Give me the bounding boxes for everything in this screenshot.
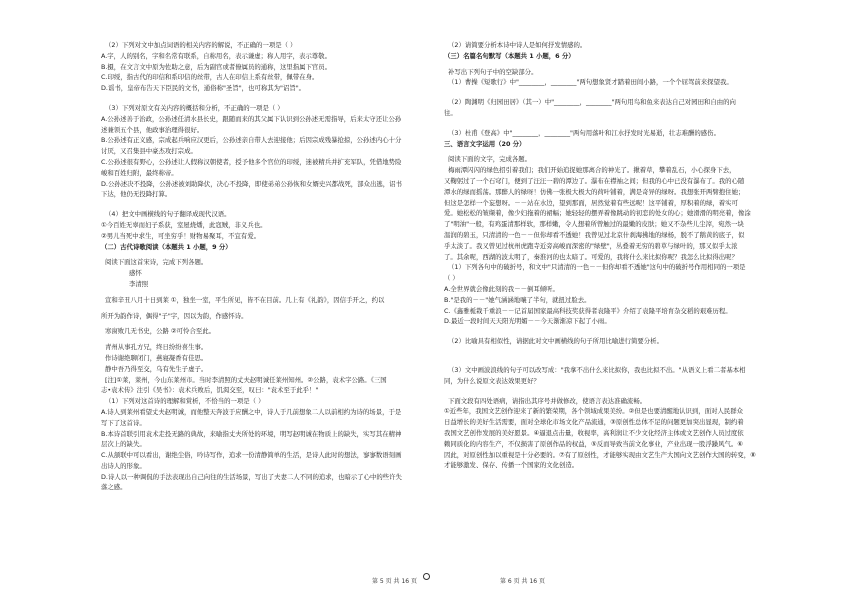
- right-spacer: [444, 347, 774, 356]
- left-text-line: （1）下列对这首诗的理解和赏析，不恰当的一项是（ ）: [105, 397, 265, 406]
- left-text-line: （3）下列对原文有关内容的概括和分析，不正确的一项是（ ）: [105, 103, 284, 112]
- left-text-line: 峻和百姓归附，最终称帝。: [101, 168, 178, 177]
- right-text-line: 同，为什么说原文表达效果更好？: [444, 376, 540, 385]
- left-text-line: 所开为韵作诗，偶得"子"字，因以为韵，作感怀诗。: [101, 311, 248, 320]
- left-text-line: 写下了这首诗。: [101, 418, 146, 427]
- right-text-line: 梅雨潭闪闪的绿色招引着我们；我们开始追捉她那离合的神光了。揪着草，攀着乱石，小心探身下去，: [448, 166, 736, 175]
- right-text-line: （2）比喻具有相似性，请据此对文中画横线的句子所用比喻进行简要分析。: [448, 337, 663, 346]
- left-text-line: 述兼领五个县，他政事治理得很好。: [101, 125, 204, 134]
- left-text-line: 下达，他仍无投降打算。: [101, 190, 172, 199]
- right-text-line: 了"明油"一般，有鸡蛋清那样软，那样嫩，令人想着所曾触过的最嫩的皮肤；她又不杂些儿尘滓，宛然一块: [444, 220, 744, 229]
- page-6: [430, 0, 860, 608]
- left-text-line: 出诗人的形象。: [101, 461, 146, 470]
- left-text-line: 李清照: [129, 279, 149, 288]
- page-number-left: 第 5 页 共 16 页: [372, 578, 417, 585]
- left-text-line: 静中吾乃得至交，乌有先生子虚子。: [105, 364, 208, 373]
- right-text-line: A.全世界就会像此刻的我－－倒耳倾听。: [444, 284, 559, 293]
- right-text-line: B."是我的－－"她气涵涵地嚷了半句，就扭过脸去。: [444, 295, 591, 304]
- left-text-line: B.公孙述有正义感，宗成起兵响应汉更后，公孙述亲自带人去迎接他；后因宗成残暴抢掠，公孙述内心十分: [101, 136, 402, 145]
- right-text-line: （1）下列各句中的破折号，和文中"只清清的一色－－但你却看不透她"这句中的破折号作用相同的一项是: [448, 263, 746, 272]
- left-text-line: D.诗人以一种调侃的手法表现出自己向往的生活场景，写出了夫妻二人不同的追求，也暗示了心中的些许失: [101, 472, 402, 481]
- left-text-line: 宣和辛丑八月十日到莱 ①，独坐一室，平生所见，皆不在目前。几上有《礼韵》，因信手开之，约以: [105, 295, 385, 304]
- left-text-line: （二）古代诗歌阅读（本题共 1 小题，9 分）: [101, 242, 232, 251]
- right-spacer: [444, 387, 774, 396]
- right-text-line: （3）文中画波浪线的句子可以改写成："我拿不出什么来比拟你，我也比拟不出。"从语义上看二者基本相: [448, 365, 746, 374]
- left-text-line: [注]①莱，莱州，今山东莱州市。当时李清照的丈夫赵明诚任莱州知州。②公路，袁术字公路。《三国: [105, 375, 387, 384]
- page-number-right: 第 6 页 共 16 页: [500, 578, 545, 585]
- left-spacer: [101, 94, 419, 103]
- right-text-line: 潭水的绿而摇荡。那醉人的绿呀！仿佛一张极大极大的荷叶铺着，满是奇异的绿呀。我想张开两臂抱住她；: [444, 187, 745, 196]
- left-text-line: 阅读下面这首宋诗，完成下列各题。: [105, 258, 208, 267]
- left-text-line: D.公孙述决不投降，公孙述被刘助降伏，决心不投降，即使弟弟公孙恢和女婿史兴都战死，部众出逃，诏书: [101, 179, 402, 188]
- left-text-line: （2）下列对文中加点词语的相关内容的解说，不正确的一项是（ ）: [105, 41, 297, 49]
- left-text-line: 讨厌，又召集县中豪杰攻打宗成。: [101, 147, 197, 156]
- right-text-line: （1）曹操《短歌行》中"________，________"两句想象贤才踏着田间小路，一个个屈驾前来探望我。: [448, 78, 733, 87]
- right-text-line: 了。其余呢，西湖的波太明了，秦淮河的也太暗了。可爱的，我将什么来比拟你呢？我怎么比拟得出呢？: [444, 252, 738, 261]
- right-text-line: 温润的碧玉，只清清的一色－－但你却看不透她！我曾见过北京什刹海拂地的绿杨，脱不了鹅黄的底子，似: [444, 230, 745, 239]
- right-text-line: （ ）: [444, 274, 459, 283]
- right-text-line: C.《鑫雅栀栽千重浪－－记首届国家最高科技奖获得者袁隆平》介绍了袁隆平培育杂交稻的艰难历程。: [444, 306, 732, 315]
- left-text-line: 寒窗败几无书史，公路 ②可怜合至此。: [105, 327, 216, 336]
- right-text-line: 才能够激发、保存、传播一个国家的文化创造。: [444, 461, 579, 470]
- right-text-line: （3）杜甫《登高》中"________，________"两句用落叶和江水抒发时光易逝，壮志难酬的感伤。: [448, 128, 720, 137]
- left-text-line: C.印绶，指古代的印信和系印信的丝带，古人在印信上系有丝带，佩带在身。: [101, 73, 319, 82]
- right-text-line: （2）请简要分析本诗中诗人是如何抒发情感的。: [448, 41, 587, 49]
- left-text-line: A.字，人的别名，字和名常有联系，自称用名，表示谦虚；称人用字，表示尊敬。: [101, 51, 331, 60]
- left-text-line: ②男儿当死中求生，可坐穷乎！财物易聚耳，不宜有爱。: [101, 231, 261, 240]
- right-text-line: D.最近一段时间天天阳光明媚－－今天渐渐凉下起了小雨。: [444, 317, 611, 326]
- right-text-line: （三）名篇名句默写（本题共 1 小题，6 分）: [444, 51, 575, 60]
- right-text-line: 往。: [444, 108, 457, 117]
- right-text-line: 阅读下面的文字，完成各题。: [448, 155, 532, 164]
- right-text-line: 我国文艺创作发展的美好愿景。④逼退点击量，收视率，高利润让不少文化经济主体或文艺创作人员过度依: [444, 428, 744, 437]
- right-text-line: （2）陶渊明《归园田居》（其一）中"________，________"两句用鸟和鱼来表达自己对园田和自由的向: [448, 98, 736, 107]
- right-spacer: [444, 88, 774, 97]
- left-text-line: C.从颔联中可以看出，谢绝尘俗，吟诗写作，追求一份清静简单的生活，是诗人此时的想法，寥寥数语刻画: [101, 451, 402, 460]
- left-text-line: B.摄，在文言文中原为佐助之意，后为副官或者僚属员的通称，这里指属下官员。: [101, 62, 332, 71]
- left-text-line: C.公孙述很有野心，公孙述让人假称汉朝使者，授予他多个官位的印绶，迷被精兵并扩充军队，凭借地势险: [101, 157, 402, 166]
- right-text-line: 赖同质化的内容生产，不仅损害了原创作品的权益，⑤反而导致当前文化事业，产业出现一股浮躁风气。⑥: [444, 439, 744, 448]
- page-5-content: [101, 40, 419, 493]
- right-text-line: 因此，对原创性加以重视是十分必要的。⑦有了原创性，才能够实现由文艺生产大国向文艺创作大国的转变，⑧: [444, 450, 756, 459]
- right-text-line: 但这是怎样一个妄想呀。－－站在水边，望到那面，居然觉着有些远呢！这平铺着，厚积着的绿，着实可: [444, 198, 738, 207]
- left-text-line: 志•袁术传》注引《吴书》：袁术兵败后，饥渴交至，叹曰："袁术至于此乎！": [101, 386, 319, 395]
- left-text-line: 青州从事孔方兄，终日纷纷喜生事。: [105, 343, 208, 352]
- right-spacer: [444, 356, 774, 365]
- right-text-line: 下面文段有四处语病，请指出其序号并做修改，使语言表达准确流畅。: [448, 396, 647, 405]
- right-spacer: [444, 119, 774, 128]
- left-text-line: 感怀: [129, 269, 142, 278]
- left-text-line: A.诗人到莱州看望丈夫赵明诚，而他整天奔波于应酬之中，诗人于几前想象二人以前相约为诗的场景，于是: [101, 407, 402, 416]
- left-spacer: [101, 200, 419, 209]
- right-text-line: 补写出下列句子中的空缺部分。: [448, 67, 538, 76]
- right-text-line: 爱。她松松的皱缬着，像少妇拖着的裙幅；她轻轻的摆弄着像跳动的初恋的处女的心；她滑滑的明亮着，像涂: [444, 209, 751, 218]
- left-text-line: 层次上的缺失。: [101, 440, 146, 449]
- right-spacer: [444, 327, 774, 336]
- right-text-line: 又鞠躬过了一个石穹门，便到了汪汪一碧的潭边了。瀑布在襟袖之间；但我的心中已没有瀑布了。我的心随: [444, 176, 745, 185]
- right-text-line: 三、语言文字运用（20 分）: [444, 139, 526, 148]
- binding-hole-icon: [423, 573, 430, 580]
- left-text-line: A.公孙述善于治政，公孙述任清水县长史，跟随而来的其父属下认识到公孙述无需指导，后来太守还让公孙: [101, 114, 402, 123]
- right-text-line: 日益增长的美好生活需要，面对全球化市场文化产品流通，③原创性总体不足的问题更加突出显现，制约着: [444, 418, 744, 427]
- left-text-line: B.本诗首联引用袁术走投无路的典故，来喻指丈夫所处的环境，明写赵明诚在物质上的缺失，实写其在精神: [101, 429, 402, 438]
- left-text-line: 落之感。: [101, 483, 127, 492]
- left-text-line: （4）把文中画横线的句子翻译成现代汉语。: [105, 210, 231, 219]
- left-text-line: 作诗谢绝聊闭门，燕寝凝香有佳思。: [105, 353, 208, 362]
- left-text-line: D.谣书，皇帝布告天下臣民的文书，通俗称"圣旨"，也可称其为"诏旨"。: [101, 84, 306, 93]
- left-text-line: ①今百姓无辜而妇子系获，室屋烧燔，此寇贼，非义兵也。: [101, 220, 267, 229]
- right-text-line: ①近些年，我国文艺创作迎来了新的繁荣期，各个领域成果美纷。②但是也要清醒地认识到，面对人民群众: [444, 407, 744, 416]
- page-6-content: [444, 40, 774, 471]
- right-text-line: 乎太淡了。我又曾见过杭州虎跑寺近旁高峻而深密的"绿壁"，丛叠着无穷的碧草与绿叶的，那又似乎太浓: [444, 241, 738, 250]
